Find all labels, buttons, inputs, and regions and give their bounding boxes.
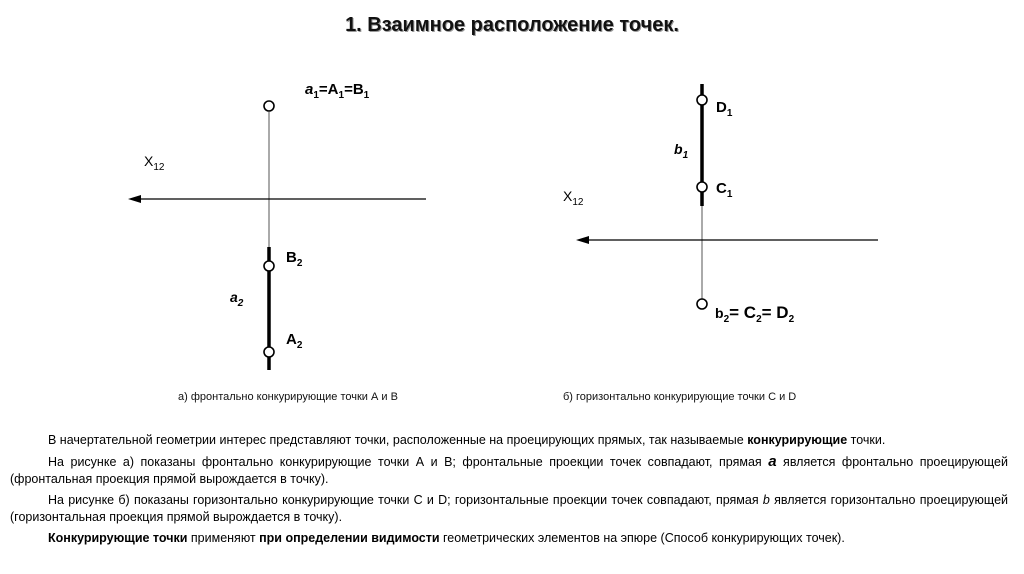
- figure-a: [128, 81, 426, 370]
- axis-label-b: $X_{12}$: [563, 188, 584, 208]
- caption-figure-b: б) горизонтально конкурирующие точки С и D: [563, 391, 797, 403]
- body-text: [10, 432, 1008, 551]
- paragraph-4: Конкурирующие точки применяют при определении видимости геометрических элементов на эпюре (Способ конкурирующих точек).: [48, 531, 845, 545]
- label-b2-eq-c2-eq-d2: $b_2= C_2= D_2$: [715, 303, 795, 325]
- paragraph-2: На рисунке а) показаны фронтально конкурирующие точки А и В; фронтальные проекции точек совпадают, прямая a является фронтально проецирующей (фронтальная проекция прямой вырождается в точку).: [10, 453, 1008, 486]
- axis-arrow-a: [128, 195, 141, 203]
- label-a1-eq-a1-eq-b1: $a_1=A_1=B_1$: [305, 81, 370, 101]
- point-c1: [697, 182, 707, 192]
- label-d1: $D_1$: [716, 99, 733, 119]
- point-b2-c2-d2: [697, 299, 707, 309]
- page-title: 1. Взаимное расположение точек.: [345, 14, 679, 36]
- label-c1: $C_1$: [716, 180, 733, 200]
- point-d1: [697, 95, 707, 105]
- label-a2: $A_2$: [286, 331, 303, 351]
- paragraph-1: В начертательной геометрии интерес представляют точки, расположенные на проецирующих прямых, так называемые конкурирующие точки.: [48, 433, 886, 447]
- point-a1-a1-b1: [264, 101, 274, 111]
- label-line-a2: $a_2$: [230, 289, 244, 309]
- point-b2: [264, 261, 274, 271]
- axis-label-a: $X_{12}$: [144, 153, 165, 173]
- paragraph-3: На рисунке б) показаны горизонтально конкурирующие точки С и D; горизонтальные проекции точек совпадают, прямая b является горизонтально проецирующей (горизонтальная проекция прямой вырождается в точку).: [10, 493, 1009, 524]
- point-a2: [264, 347, 274, 357]
- caption-figure-a: а) фронтально конкурирующие точки А и В: [178, 391, 398, 403]
- axis-arrow-b: [576, 236, 589, 244]
- label-line-b1: $b_1$: [674, 141, 689, 161]
- label-b2: $B_2$: [286, 249, 303, 269]
- figure-b: [563, 84, 878, 325]
